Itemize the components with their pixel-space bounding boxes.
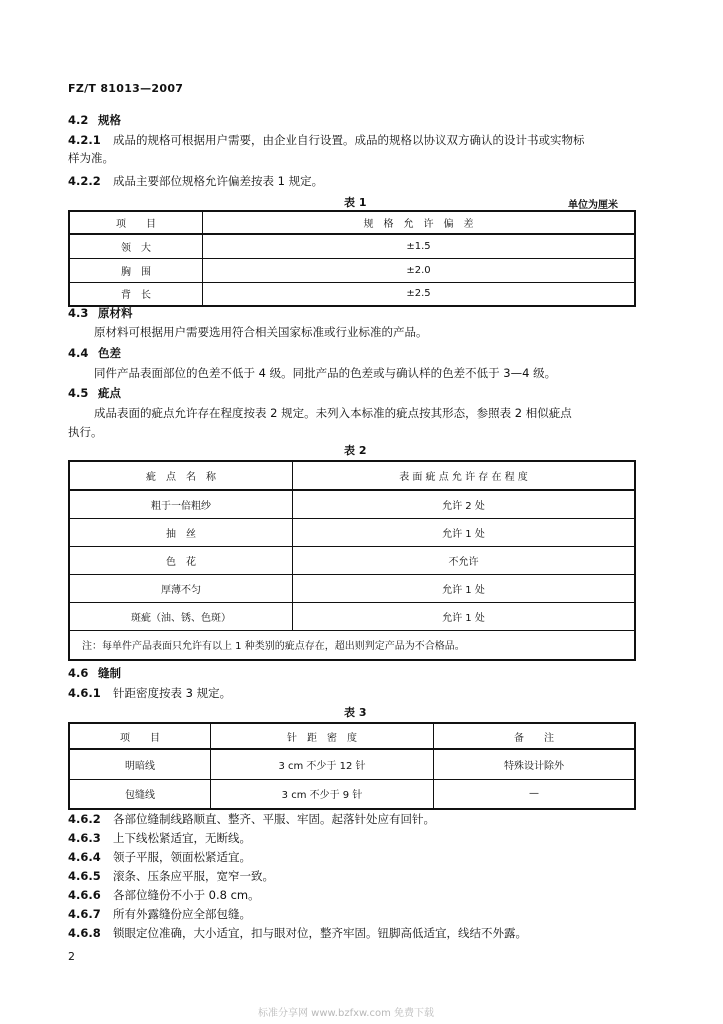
table-cell: 3 cm 不少于 9 针 [211, 779, 434, 809]
table-cell: ±2.0 [203, 258, 636, 282]
clause-text: 锁眼定位准确，大小适宜，扣与眼对位，整齐牢固。钮脚高低适宜，线结不外露。 [113, 926, 527, 940]
table-header: 针 距 密 度 [211, 723, 434, 749]
clause-number: 4.6.1 [68, 686, 101, 700]
table-cell: 允许 1 处 [293, 518, 636, 546]
clause-4-2-2 [68, 172, 323, 190]
section-title: 缝制 [98, 666, 121, 680]
section-4-4 [68, 344, 121, 362]
standard-number: FZ/T 81013—2007 [68, 82, 184, 95]
table-note: 注：每单件产品表面只允许有以上 1 种类别的疵点存在，超出则判定产品为不合格品。 [82, 641, 465, 653]
clause-4-6-1 [68, 684, 231, 702]
clause-number: 4.6.4 [68, 850, 101, 864]
clause-text: 各部位缝制线路顺直、整齐、平服、牢固。起落针处应有回针。 [113, 812, 435, 826]
clause-number: 4.6.6 [68, 888, 101, 902]
clause-number: 4.6.3 [68, 831, 101, 845]
section-number: 4.3 [68, 306, 89, 320]
table-1-unit: 单位为厘米 [568, 200, 618, 211]
clause-number: 4.2.1 [68, 133, 101, 147]
table-cell: ±2.5 [406, 288, 431, 300]
table-row [69, 602, 635, 630]
table-cell: ±1.5 [203, 234, 636, 258]
section-4-5 [68, 384, 121, 402]
table-row [69, 546, 635, 574]
section-title: 色差 [98, 346, 121, 360]
clause-text: 成品主要部位规格允许偏差按表 1 规定。 [113, 174, 324, 188]
section-number: 4.4 [68, 346, 89, 360]
table-cell: 特殊设计除外 [434, 749, 636, 779]
table-cell: 包缝线 [69, 779, 211, 809]
table-header: 备 注 [434, 723, 636, 749]
clause-text: 针距密度按表 3 规定。 [113, 686, 232, 700]
table-cell: — [529, 788, 539, 800]
section-4-4-text: 同件产品表面部位的色差不低于 4 级。同批产品的色差或与确认样的色差不低于 3—4 级。 [94, 366, 557, 380]
clause-text: 成品的规格可根据用户需要，由企业自行设置。成品的规格以协议双方确认的设计书或实物标 [113, 133, 585, 147]
table-3 [68, 722, 636, 810]
table-cell: 厚薄不匀 [69, 574, 293, 602]
clause-4-6-2 [68, 810, 435, 828]
clause-4-6-8 [68, 924, 527, 942]
table-cell: 明暗线 [69, 749, 211, 779]
clause-4-6-6 [68, 886, 260, 904]
section-title: 规格 [98, 113, 121, 127]
section-4-3 [68, 304, 133, 322]
clause-4-2-1-cont: 样为准。 [68, 151, 114, 165]
section-title: 原材料 [98, 306, 133, 320]
section-title: 疵点 [98, 386, 121, 400]
table-cell: 允许 2 处 [293, 490, 636, 518]
table-cell: 粗于一倍粗纱 [69, 490, 293, 518]
section-4-6 [68, 664, 121, 682]
table-cell: 色 花 [69, 546, 293, 574]
clause-number: 4.2.2 [68, 174, 101, 188]
table-header: 项 目 [69, 211, 203, 234]
clause-4-6-7 [68, 905, 251, 923]
clause-number: 4.6.5 [68, 869, 101, 883]
table-cell: 胸 围 [69, 258, 203, 282]
table-2 [68, 460, 636, 661]
table-cell: 3 cm 不少于 12 针 [211, 749, 434, 779]
table-header: 疵 点 名 称 [69, 461, 293, 490]
table-header: 规 格 允 许 偏 差 [203, 211, 636, 234]
table-3-caption: 表 3 [344, 706, 367, 719]
table-header: 表 面 疵 点 允 许 存 在 程 度 [293, 461, 636, 490]
table-row [69, 282, 635, 306]
clause-text: 所有外露缝份应全部包缝。 [113, 907, 251, 921]
table-cell: 允许 1 处 [293, 574, 636, 602]
table-row [69, 749, 635, 779]
clause-text: 上下线松紧适宜，无断线。 [113, 831, 251, 845]
page-number: 2 [68, 950, 75, 963]
table-1 [68, 210, 636, 307]
table-cell: 不允许 [293, 546, 636, 574]
clause-4-2-1 [68, 131, 585, 149]
section-number: 4.5 [68, 386, 89, 400]
clause-text: 滚条、压条应平服，宽窄一致。 [113, 869, 274, 883]
clause-text: 各部位缝份不小于 0.8 cm。 [113, 888, 260, 902]
table-1-caption: 表 1 [344, 196, 367, 209]
table-header: 项 目 [69, 723, 211, 749]
section-4-5-text: 成品表面的疵点允许存在程度按表 2 规定。未列入本标准的疵点按其形态，参照表 2 相似疵点 [94, 406, 572, 420]
section-number: 4.2 [68, 113, 89, 127]
section-number: 4.6 [68, 666, 89, 680]
clause-4-6-5 [68, 867, 274, 885]
clause-4-6-3 [68, 829, 251, 847]
table-cell: 抽 丝 [69, 518, 293, 546]
section-4-2 [68, 111, 121, 129]
clause-text: 领子平服，领面松紧适宜。 [113, 850, 251, 864]
section-4-5-text-cont: 执行。 [68, 425, 103, 439]
table-row [69, 234, 635, 258]
table-cell: 斑疵（油、锈、色斑） [69, 602, 293, 630]
table-row [69, 258, 635, 282]
clause-number: 4.6.2 [68, 812, 101, 826]
clause-4-6-4 [68, 848, 251, 866]
clause-number: 4.6.8 [68, 926, 101, 940]
table-row [69, 574, 635, 602]
watermark: 标准分享网 www.bzfxw.com 免费下载 [258, 1008, 434, 1019]
table-cell: 背 长 [69, 282, 203, 306]
clause-number: 4.6.7 [68, 907, 101, 921]
table-2-caption: 表 2 [344, 444, 367, 457]
table-row [69, 779, 635, 809]
table-cell: 允许 1 处 [293, 602, 636, 630]
table-row [69, 518, 635, 546]
table-row [69, 490, 635, 518]
section-4-3-text: 原材料可根据用户需要选用符合相关国家标准或行业标准的产品。 [94, 325, 428, 339]
table-cell: 领 大 [69, 234, 203, 258]
